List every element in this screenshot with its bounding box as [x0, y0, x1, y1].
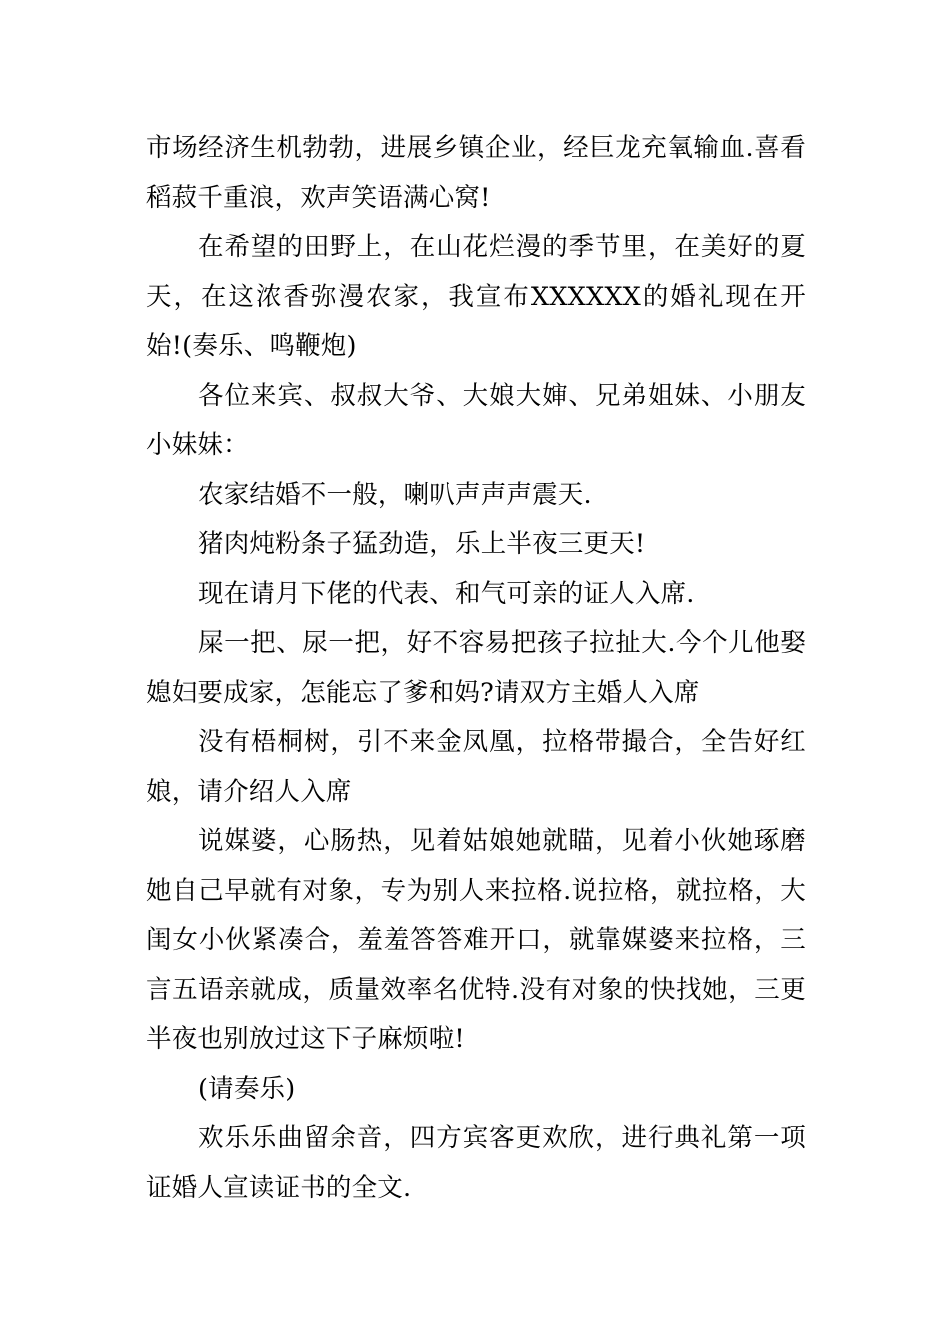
paragraph: 现在请月下佬的代表、和气可亲的证人入席.: [198, 578, 695, 609]
paragraph: 没有梧桐树，引不来金凤凰，拉格带撮合，全告好红娘，请介绍人入席: [146, 727, 806, 807]
paragraph: 说媒婆，心肠热，见着姑娘她就瞄，见着小伙她琢磨她自己早就有对象，专为别人来拉格.说拉格，就拉格，大闺女小伙紧凑合，羞羞答答难开口，就靠媒婆来拉格，三言五语亲就成，质量效率名优特.没有对象的快找她，三更半夜也别放过这下子麻烦啦!: [146, 826, 806, 1054]
paragraph: 在希望的田野上，在山花烂漫的季节里，在美好的夏天，在这浓香弥漫农家，我宣布XXXXXX的婚礼现在开始!(奏乐、鸣鞭炮): [146, 232, 806, 361]
paragraph: 屎一把、尿一把，好不容易把孩子拉扯大.今个儿他娶媳妇要成家，怎能忘了爹和妈?请双方主婚人入席: [146, 628, 806, 708]
paragraph: 农家结婚不一般，喇叭声声声震天.: [198, 479, 592, 510]
paragraph: (请奏乐): [198, 1073, 296, 1104]
paragraph: 市场经济生机勃勃，进展乡镇企业，经巨龙充氧输血.喜看稻菽千重浪，欢声笑语满心窝!: [146, 133, 806, 213]
paragraph: 各位来宾、叔叔大爷、大娘大婶、兄弟姐妹、小朋友小妹妹：: [146, 380, 806, 460]
paragraph: 欢乐乐曲留余音，四方宾客更欢欣，进行典礼第一项证婚人宣读证书的全文.: [146, 1123, 806, 1203]
document-body: [146, 124, 806, 1213]
paragraph: 猪肉炖粉条子猛劲造，乐上半夜三更天!: [198, 529, 646, 559]
